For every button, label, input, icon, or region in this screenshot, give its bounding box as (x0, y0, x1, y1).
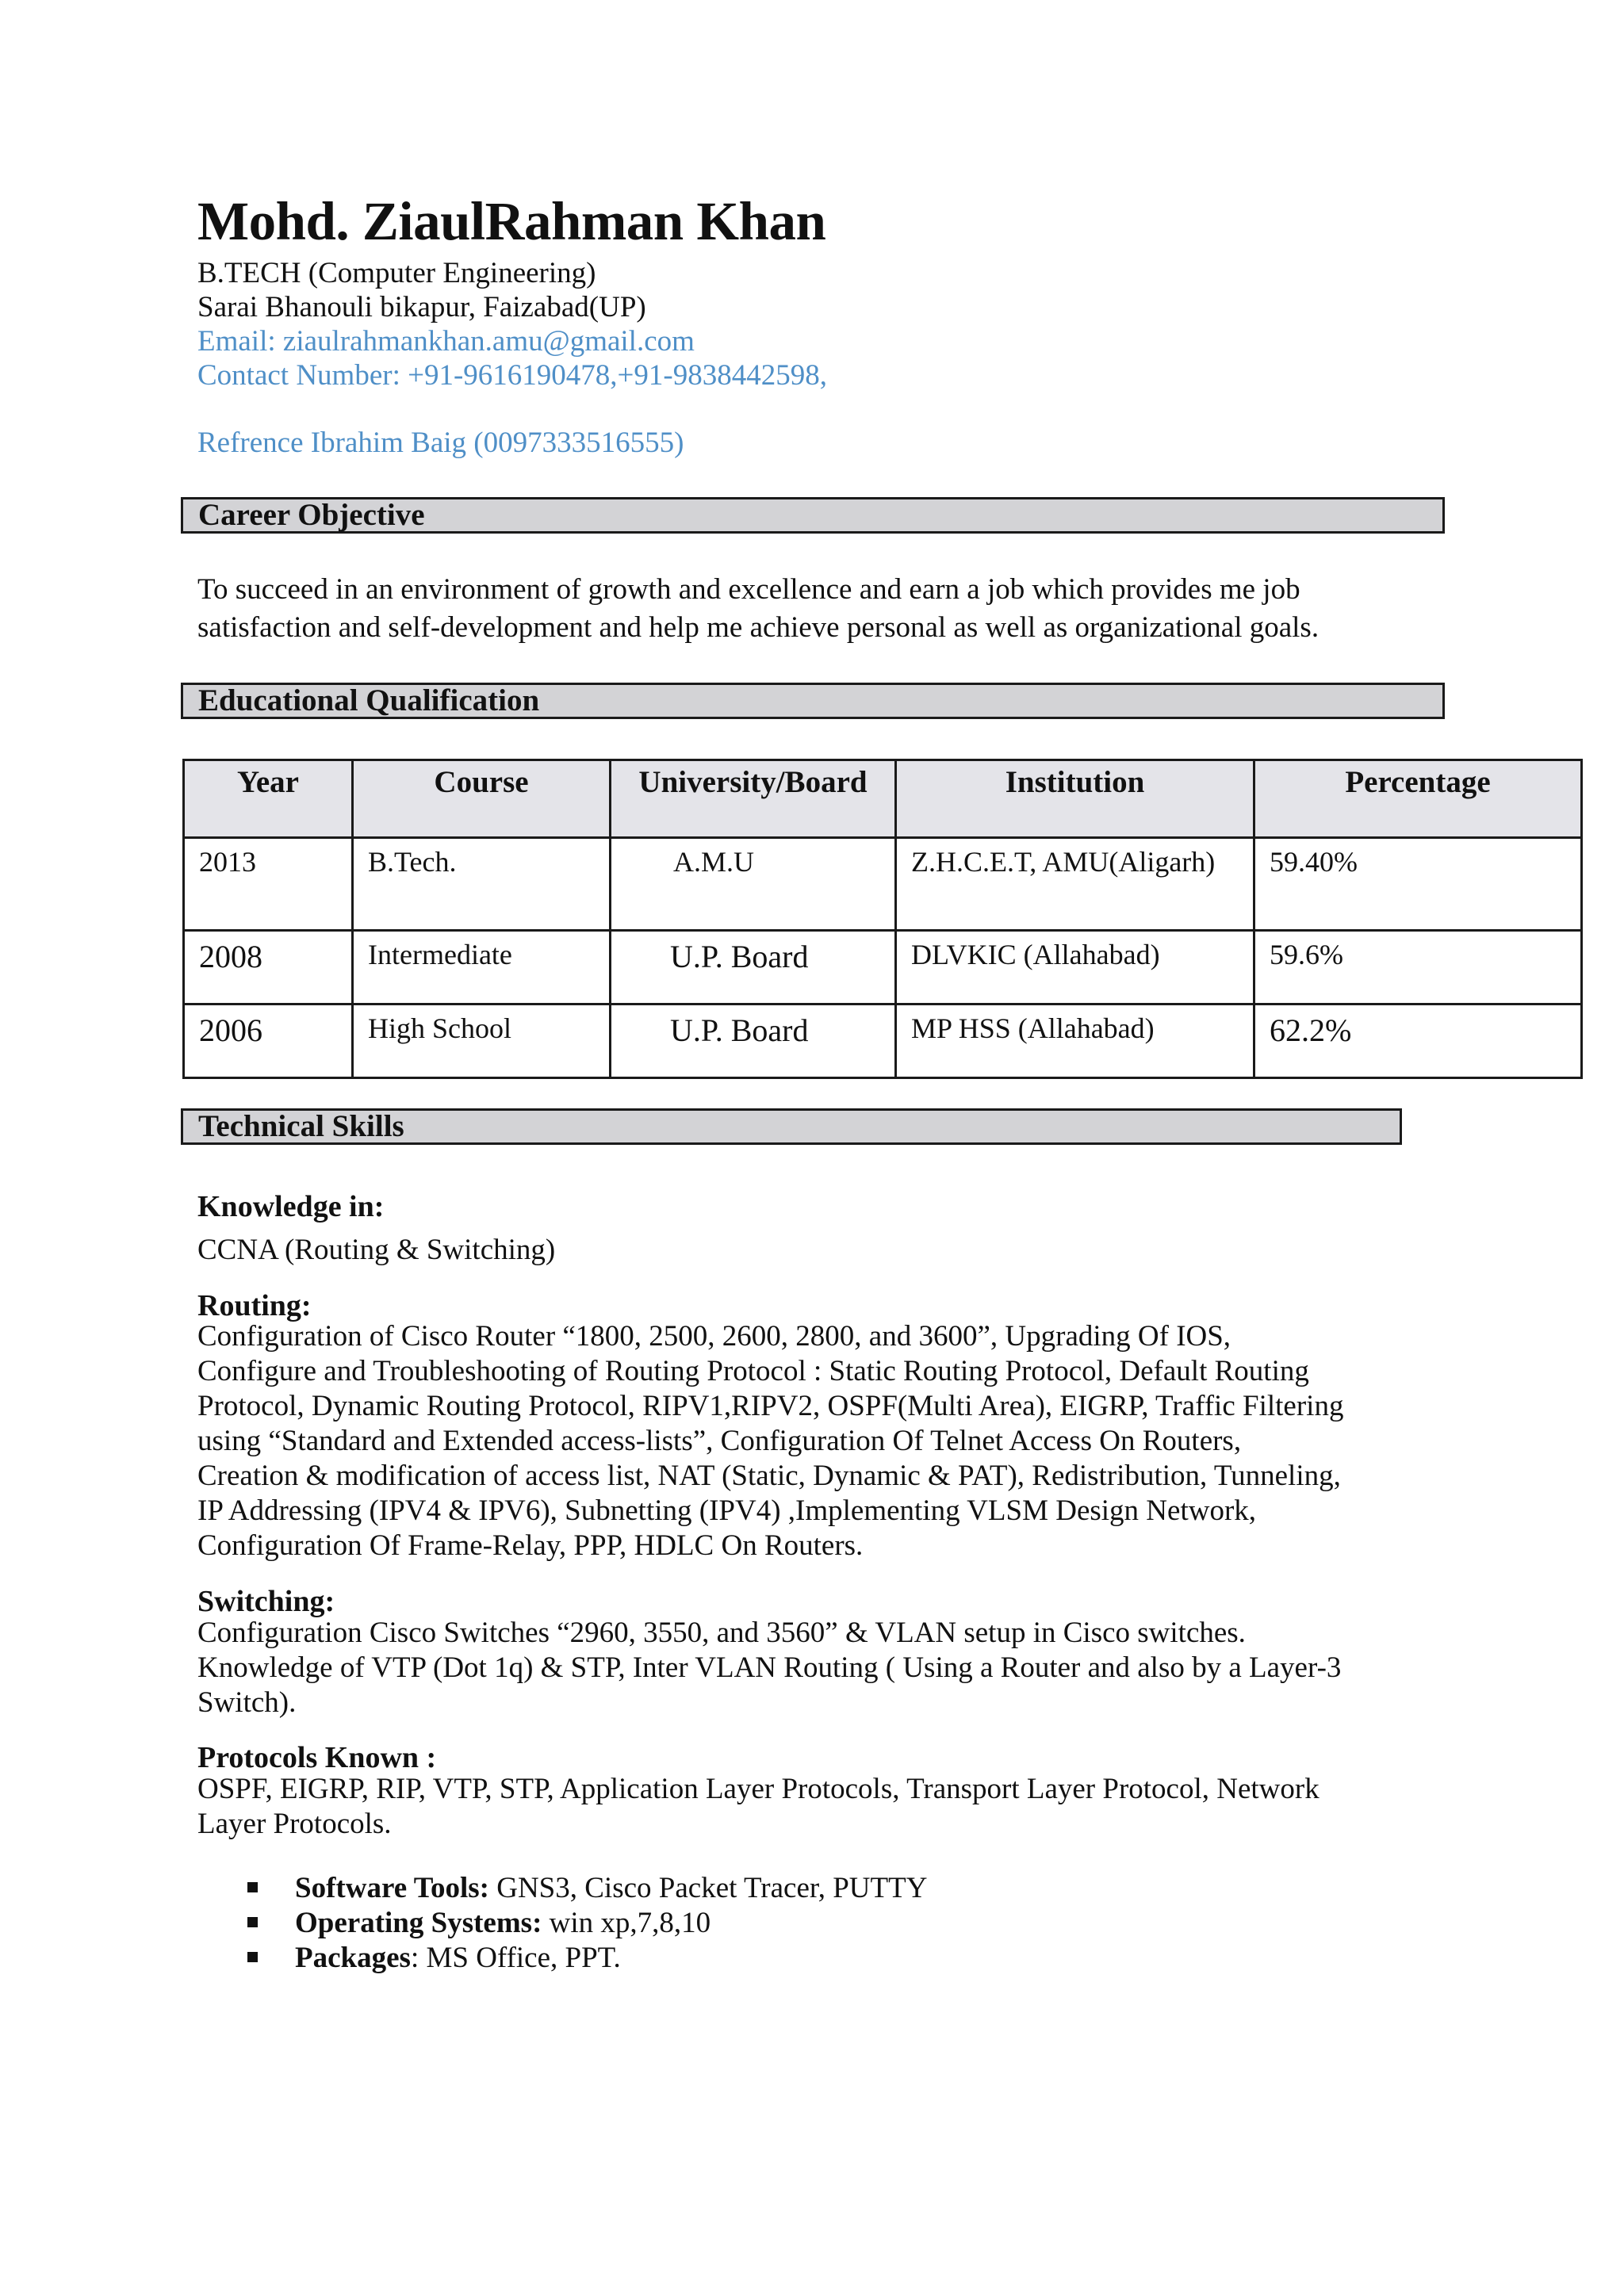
table-row (184, 931, 1582, 1004)
routing-line: using “Standard and Extended access-lists”, Configuration Of Telnet Access On Routers, (197, 1425, 1242, 1457)
routing-line: IP Addressing (IPV4 & IPV6), Subnetting (IPV4) ,Implementing VLSM Design Network, (197, 1494, 1257, 1527)
protocols-line: Layer Protocols. (197, 1808, 392, 1840)
operating-systems-label: Operating Systems: (295, 1907, 542, 1939)
packages-value: : MS Office, PPT. (410, 1942, 621, 1974)
knowledge-text: CCNA (Routing & Switching) (197, 1234, 556, 1266)
column-header-institution: Institution (896, 760, 1254, 838)
protocols-text (197, 1772, 1403, 1842)
switching-line: Configuration Cisco Switches “2960, 3550, and 3560” & VLAN setup in Cisco switches. (197, 1617, 1246, 1649)
software-tools-label: Software Tools: (295, 1872, 489, 1904)
cell-year: 2013 (184, 838, 353, 931)
email: Email: ziaulrahmankhan.amu@gmail.com (197, 325, 695, 358)
routing-line: Protocol, Dynamic Routing Protocol, RIPV1,RIPV2, OSPF(Multi Area), EIGRP, Traffic Filtering (197, 1390, 1344, 1422)
education-table (182, 759, 1583, 1079)
routing-label: Routing: (197, 1289, 312, 1322)
cell-percentage: 59.6% (1254, 931, 1582, 1004)
square-bullet-icon (247, 1952, 258, 1962)
square-bullet-icon (247, 1917, 258, 1927)
cell-year: 2008 (184, 931, 353, 1004)
list-item (244, 1871, 927, 1906)
column-header-percentage: Percentage (1254, 760, 1582, 838)
switching-line: Knowledge of VTP (Dot 1q) & STP, Inter VLAN Routing ( Using a Router and also by a Layer-3 (197, 1651, 1342, 1684)
career-objective-heading: Career Objective (181, 497, 1445, 534)
technical-skills-heading: Technical Skills (181, 1108, 1402, 1145)
career-objective-text: To succeed in an environment of growth and excellence and earn a job which provides me job satisfaction and self-development and help me achieve personal as well as organizational goals. (197, 573, 1320, 644)
degree: B.TECH (Computer Engineering) (197, 257, 596, 289)
cell-course: High School (353, 1004, 611, 1078)
table-header-row (184, 760, 1582, 838)
column-header-course: Course (353, 760, 611, 838)
switching-text (197, 1616, 1403, 1720)
switching-line: Switch). (197, 1686, 297, 1719)
cell-institution: Z.H.C.E.T, AMU(Aligarh) (896, 838, 1254, 931)
routing-line: Configuration Of Frame-Relay, PPP, HDLC On Routers. (197, 1529, 864, 1562)
routing-line: Configuration of Cisco Router “1800, 2500, 2600, 2800, and 3600”, Upgrading Of IOS, (197, 1320, 1231, 1353)
list-item (244, 1906, 927, 1941)
cell-university: U.P. Board (611, 1004, 896, 1078)
cell-university: A.M.U (611, 838, 896, 931)
column-header-university: University/Board (611, 760, 896, 838)
switching-label: Switching: (197, 1585, 335, 1618)
tools-list (244, 1871, 927, 1976)
cell-course: Intermediate (353, 931, 611, 1004)
operating-systems-value: win xp,7,8,10 (542, 1907, 711, 1939)
cell-institution: MP HSS (Allahabad) (896, 1004, 1254, 1078)
reference: Refrence Ibrahim Baig (0097333516555) (197, 427, 684, 459)
contact-number: Contact Number: +91-9616190478,+91-9838442598, (197, 359, 827, 392)
cell-year: 2006 (184, 1004, 353, 1078)
candidate-name: Mohd. ZiaulRahman Khan (197, 191, 826, 251)
packages-label: Packages (295, 1942, 411, 1974)
column-header-year: Year (184, 760, 353, 838)
square-bullet-icon (247, 1882, 258, 1892)
table-row (184, 838, 1582, 931)
cell-institution: DLVKIC (Allahabad) (896, 931, 1254, 1004)
routing-line: Creation & modification of access list, NAT (Static, Dynamic & PAT), Redistribution, Tunneling, (197, 1460, 1341, 1492)
protocols-line: OSPF, EIGRP, RIP, VTP, STP, Application Layer Protocols, Transport Layer Protocol, Network (197, 1773, 1320, 1805)
routing-text (197, 1319, 1403, 1563)
cell-percentage: 59.40% (1254, 838, 1582, 931)
knowledge-label: Knowledge in: (197, 1190, 385, 1223)
cell-university: U.P. Board (611, 931, 896, 1004)
list-item (244, 1941, 927, 1976)
table-row (184, 1004, 1582, 1078)
software-tools-value: GNS3, Cisco Packet Tracer, PUTTY (488, 1872, 928, 1904)
cell-percentage: 62.2% (1254, 1004, 1582, 1078)
protocols-label: Protocols Known : (197, 1741, 437, 1774)
cell-course: B.Tech. (353, 838, 611, 931)
routing-line: Configure and Troubleshooting of Routing Protocol : Static Routing Protocol, Default Routing (197, 1355, 1309, 1387)
education-heading: Educational Qualification (181, 683, 1445, 719)
address: Sarai Bhanouli bikapur, Faizabad(UP) (197, 291, 646, 323)
